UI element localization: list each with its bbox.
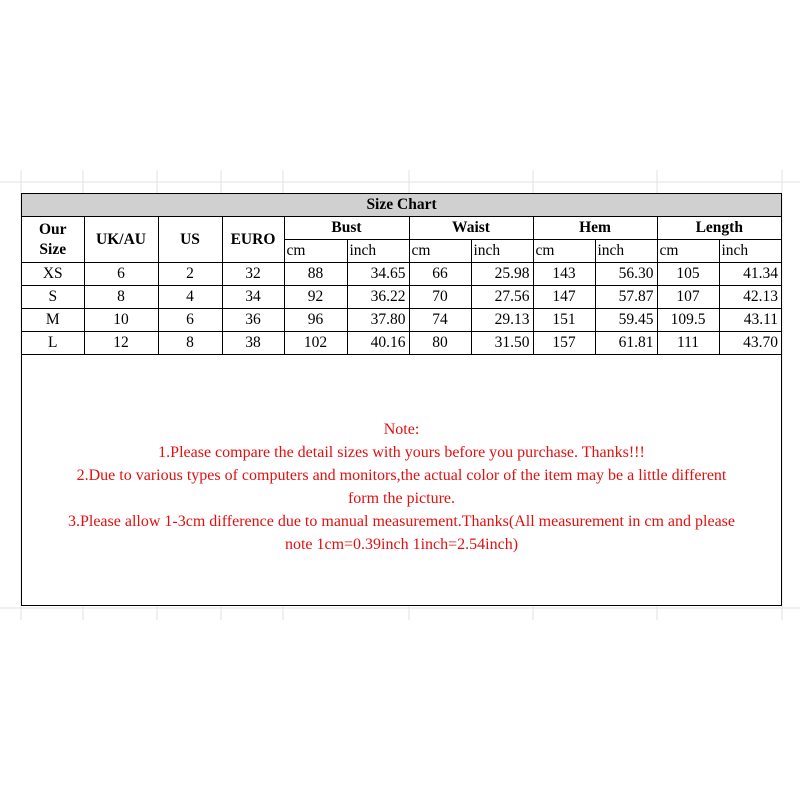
cell-hem-inch: 61.81 [595, 332, 657, 355]
header-our-size [22, 217, 84, 263]
table-row [22, 286, 781, 309]
note-line-2b: form the picture. [347, 490, 456, 507]
cell-length-cm: 109.5 [657, 309, 719, 332]
header-our-size-line1: Our [38, 220, 67, 238]
cell-waist-inch: 25.98 [471, 263, 533, 286]
cell-us: 2 [158, 263, 222, 286]
cell-hem-inch: 59.45 [595, 309, 657, 332]
unit-cm: cm [533, 240, 595, 263]
cell-hem-cm: 147 [533, 286, 595, 309]
cell-bust-cm: 92 [284, 286, 347, 309]
unit-inch: inch [471, 240, 533, 263]
cell-length-cm: 105 [657, 263, 719, 286]
cell-uk-au: 6 [84, 263, 158, 286]
cell-waist-cm: 74 [409, 309, 471, 332]
cell-length-inch: 43.11 [719, 309, 781, 332]
cell-size: XS [22, 263, 84, 286]
note-line-3b: note 1cm=0.39inch 1inch=2.54inch) [284, 536, 519, 553]
header-uk-au: UK/AU [84, 217, 158, 263]
header-waist: Waist [409, 217, 533, 240]
cell-bust-inch: 36.22 [347, 286, 409, 309]
notes-heading: Note: [383, 421, 420, 438]
cell-us: 6 [158, 309, 222, 332]
header-us: US [158, 217, 222, 263]
notes-section [22, 418, 781, 556]
cell-hem-inch: 57.87 [595, 286, 657, 309]
unit-cm: cm [657, 240, 719, 263]
cell-length-inch: 43.70 [719, 332, 781, 355]
table-row [22, 332, 781, 355]
note-line-3a: 3.Please allow 1-3cm difference due to manual measurement.Thanks(All measurement in cm and please [67, 513, 736, 530]
cell-size: M [22, 309, 84, 332]
cell-bust-inch: 40.16 [347, 332, 409, 355]
cell-size: L [22, 332, 84, 355]
unit-cm: cm [409, 240, 471, 263]
size-chart [21, 193, 782, 606]
cell-hem-cm: 157 [533, 332, 595, 355]
cell-bust-cm: 96 [284, 309, 347, 332]
header-length: Length [657, 217, 781, 240]
cell-uk-au: 8 [84, 286, 158, 309]
cell-bust-inch: 34.65 [347, 263, 409, 286]
cell-length-inch: 41.34 [719, 263, 781, 286]
unit-inch: inch [347, 240, 409, 263]
table-row [22, 263, 781, 286]
cell-hem-cm: 143 [533, 263, 595, 286]
cell-length-cm: 107 [657, 286, 719, 309]
cell-waist-cm: 70 [409, 286, 471, 309]
size-chart-title: Size Chart [22, 194, 781, 217]
cell-waist-cm: 80 [409, 332, 471, 355]
table-row [22, 309, 781, 332]
unit-inch: inch [595, 240, 657, 263]
cell-bust-inch: 37.80 [347, 309, 409, 332]
cell-length-inch: 42.13 [719, 286, 781, 309]
cell-waist-inch: 31.50 [471, 332, 533, 355]
header-our-size-line2: Size [39, 240, 67, 258]
header-bust: Bust [284, 217, 409, 240]
cell-uk-au: 12 [84, 332, 158, 355]
size-table [22, 194, 781, 355]
cell-waist-cm: 66 [409, 263, 471, 286]
cell-size: S [22, 286, 84, 309]
cell-us: 4 [158, 286, 222, 309]
cell-euro: 32 [222, 263, 284, 286]
cell-euro: 36 [222, 309, 284, 332]
cell-waist-inch: 27.56 [471, 286, 533, 309]
cell-us: 8 [158, 332, 222, 355]
unit-inch: inch [719, 240, 781, 263]
cell-euro: 34 [222, 286, 284, 309]
cell-waist-inch: 29.13 [471, 309, 533, 332]
cell-bust-cm: 88 [284, 263, 347, 286]
cell-hem-inch: 56.30 [595, 263, 657, 286]
note-line-1: 1.Please compare the detail sizes with yours before you purchase. Thanks!!! [158, 444, 645, 461]
note-line-2a: 2.Due to various types of computers and monitors,the actual color of the item may be a little different [76, 467, 727, 484]
cell-hem-cm: 151 [533, 309, 595, 332]
header-euro: EURO [222, 217, 284, 263]
cell-bust-cm: 102 [284, 332, 347, 355]
unit-cm: cm [284, 240, 347, 263]
header-hem: Hem [533, 217, 657, 240]
cell-euro: 38 [222, 332, 284, 355]
cell-length-cm: 111 [657, 332, 719, 355]
cell-uk-au: 10 [84, 309, 158, 332]
